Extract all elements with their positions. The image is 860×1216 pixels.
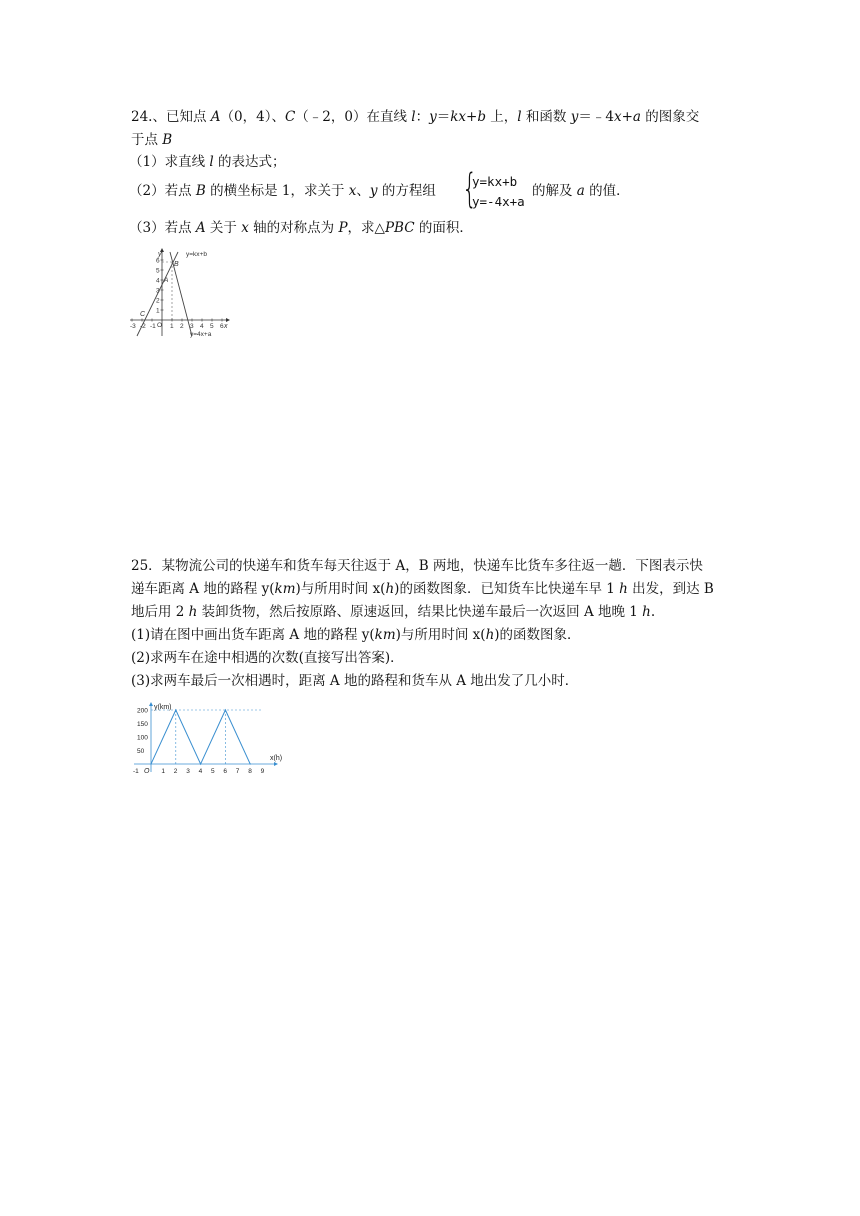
point-c-label: C <box>140 311 146 318</box>
x-tick-label: 1 <box>170 323 174 330</box>
series-point <box>150 763 151 764</box>
series-point <box>225 709 226 710</box>
y-tick-label: 1 <box>156 307 160 315</box>
chart-x-label: x(h) <box>270 755 283 762</box>
y-tick-label: 3 <box>156 287 160 295</box>
y-tick-label: 150 <box>137 721 148 728</box>
x-tick-label: 2 <box>173 768 178 775</box>
x-tick-label: 3 <box>186 768 190 775</box>
x-tick-label: 4 <box>198 768 203 775</box>
q24-graph <box>126 244 236 340</box>
chart-neg-tick: -1 <box>133 768 139 775</box>
q24-part3: （3）若点 A 关于 x 轴的对称点为 P，求△PBC 的面积． <box>129 220 473 236</box>
brace-symbol: { <box>462 166 478 212</box>
x-tick-label: 9 <box>260 768 265 775</box>
x-axis-label: x <box>224 323 228 330</box>
series-point <box>250 763 251 764</box>
y-tick-label: 200 <box>137 707 148 715</box>
y-tick-label: 4 <box>156 277 160 285</box>
x-tick-label: 6 <box>220 323 224 330</box>
series-point <box>175 709 176 710</box>
chart-y-label: y(km) <box>154 704 172 711</box>
y-tick-label: 100 <box>137 734 148 742</box>
label-4x-a: y=4x+a <box>190 331 212 338</box>
x-axis-arrow <box>226 318 230 322</box>
q25-part1: (1)请在图中画出货车距离 A 地的路程 y(km)与所用时间 x(h)的函数图象． <box>131 627 581 643</box>
chart-series <box>150 709 250 764</box>
q24-part2: （2）若点 B 的横坐标是 1，求关于 x、y 的方程组 <box>129 183 436 199</box>
q25-line2: 递车距离 A 地的路程 y(km)与所用时间 x(h)的函数图象．已知货车比快递车早 1 h 出发，到达 B <box>131 581 714 597</box>
q24-part2-tail: 的解及 a 的值． <box>532 183 630 199</box>
equation-system <box>462 166 542 213</box>
series-line <box>151 710 250 764</box>
chart-tick-labels <box>137 708 265 776</box>
x-tick-label: 5 <box>210 323 214 330</box>
x-tick-label: 8 <box>248 768 252 775</box>
y-tick-label: 6 <box>156 257 160 265</box>
q25-part3: (3)求两车最后一次相遇时，距离 A 地的路程和货车从 A 地出发了几小时． <box>131 673 579 689</box>
q25-part2: (2)求两车在途中相遇的次数(直接写出答案)． <box>131 650 404 666</box>
series-point <box>200 763 201 764</box>
system-equation-2: y=-4x+a <box>472 194 525 209</box>
y-tick-label: 5 <box>156 267 160 275</box>
y-tick-label: 2 <box>156 297 160 305</box>
x-tick-label: -3 <box>130 323 136 330</box>
x-tick-label: 2 <box>180 323 184 330</box>
origin-label: O <box>157 322 163 329</box>
q25-line3: 地后用 2 h 装卸货物，然后按原路、原速返回，结果比快递车最后一次返回 A 地晚 1 h. <box>131 604 656 620</box>
x-tick-label: 4 <box>200 323 204 330</box>
q24-line2: 于点 B <box>131 132 173 148</box>
label-kx-b: y=kx+b <box>186 251 207 258</box>
q24-tick-labels <box>130 258 224 331</box>
x-tick-label: 6 <box>223 768 228 775</box>
q25-line1: 25．某物流公司的快递车和货车每天往返于 A，B 两地，快递车比货车多往返一趟．下图表示快 <box>131 558 703 574</box>
chart-origin: O <box>144 768 150 775</box>
chart-guides <box>151 710 263 764</box>
x-tick-label: 5 <box>211 768 215 775</box>
x-tick-label: -1 <box>150 323 156 330</box>
q24-part1: （1）求直线 l 的表达式； <box>129 154 286 170</box>
point-a-label: A <box>164 277 169 284</box>
point-b-label: B <box>174 261 179 268</box>
q24-line1: 24.、已知点 A（0，4）、C（﹣2，0）在直线 l：y＝kx+b 上，l 和函数 y＝﹣4x+a 的图象交 <box>131 109 700 125</box>
y-axis-label: y <box>158 251 162 258</box>
x-tick-label: 7 <box>235 768 240 775</box>
system-equation-1: y=kx+b <box>472 174 518 189</box>
x-tick-label: 3 <box>190 323 194 330</box>
y-tick-label: 50 <box>137 748 145 755</box>
x-tick-label: -2 <box>140 323 146 330</box>
x-tick-label: 1 <box>161 768 166 775</box>
q25-distance-time-chart <box>130 698 290 778</box>
chart-y-arrow <box>149 702 153 706</box>
chart-x-arrow <box>274 762 278 766</box>
